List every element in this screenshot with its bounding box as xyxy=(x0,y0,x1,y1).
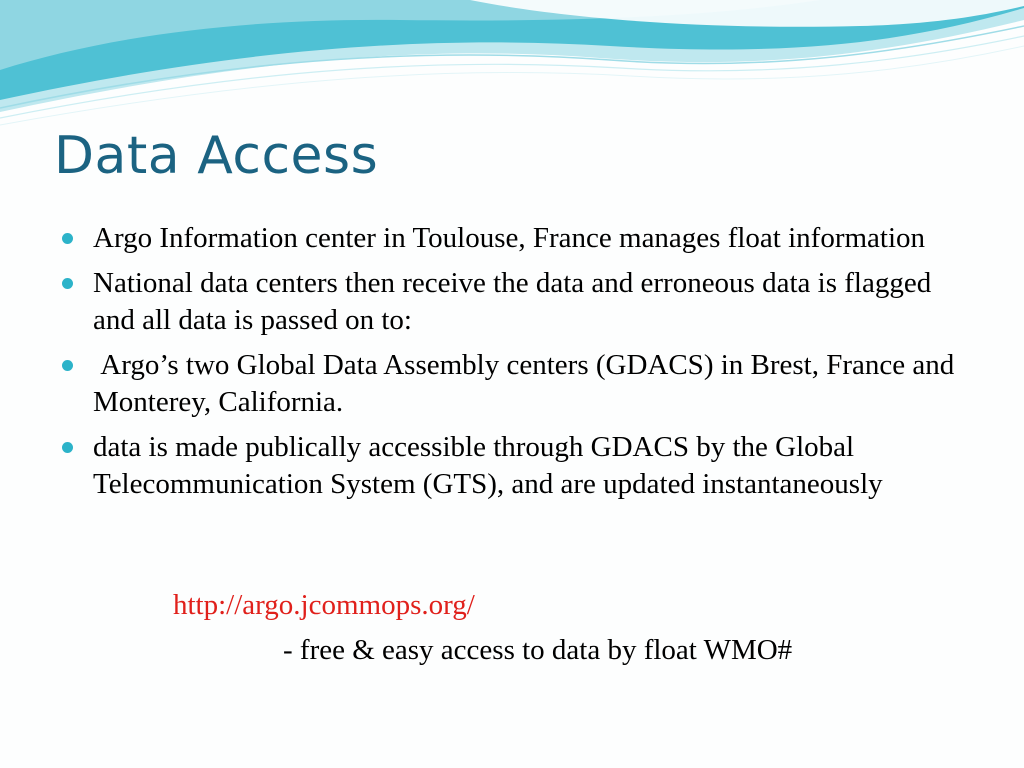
argo-link[interactable]: http://argo.jcommops.org/ xyxy=(173,589,475,621)
wave-decoration xyxy=(0,0,1024,130)
bullet-dot-icon xyxy=(62,442,73,453)
bullet-text: National data centers then receive the data and erroneous data is flagged and all data is passed on to: xyxy=(93,267,932,336)
bullet-dot-icon xyxy=(62,278,73,289)
bullet-item xyxy=(62,220,972,257)
bullet-list xyxy=(62,220,972,511)
bullet-text: Argo’s two Global Data Assembly centers (GDACS) in Brest, France and Monterey, California. xyxy=(93,349,962,418)
bullet-item xyxy=(62,347,972,421)
bullet-dot-icon xyxy=(62,233,73,244)
slide-title: Data Access xyxy=(54,126,379,186)
link-note: - free & easy access to data by float WMO# xyxy=(283,634,793,666)
bullet-item xyxy=(62,265,972,339)
bullet-text: Argo Information center in Toulouse, France manages float information xyxy=(93,222,926,254)
bullet-text: data is made publically accessible through GDACS by the Global Telecommunication System (GTS), and are updated instantaneously xyxy=(93,431,883,500)
bullet-dot-icon xyxy=(62,360,73,371)
bullet-item xyxy=(62,429,972,503)
